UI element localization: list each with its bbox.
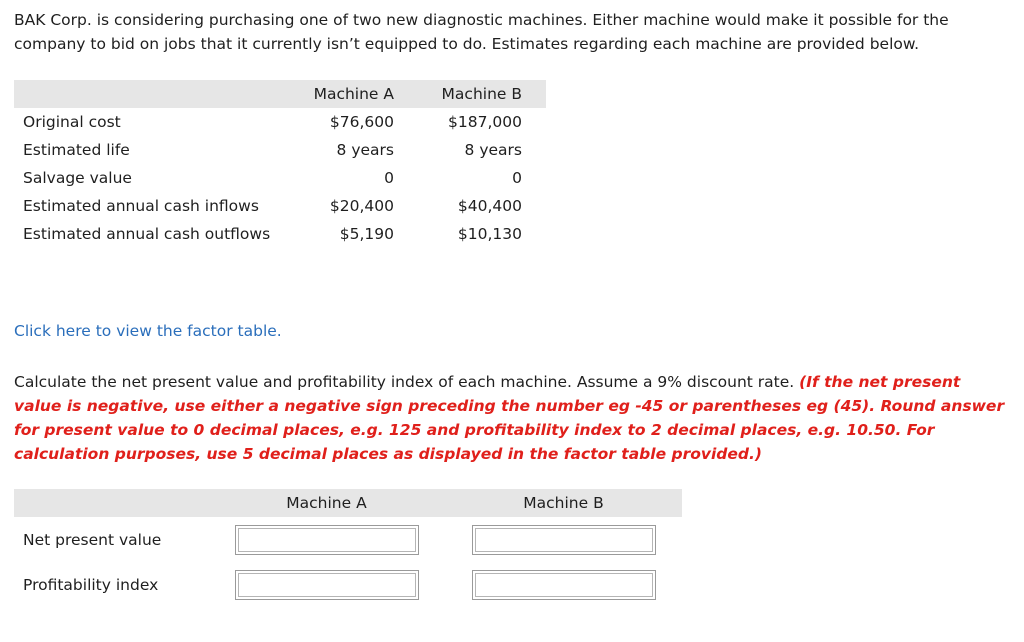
question-instruction: (If the net present value is negative, use either a negative sign preceding the number eg -45 or parentheses eg (45). Round answer for present value to 0 decimal places, e.g. 125 and profitability index to 2 decimal places, e.g. 10.50. For calculation purposes, use 5 decimal places as displayed in the factor table provided.) bbox=[14, 373, 1005, 463]
machine-a-value: $76,600 bbox=[329, 113, 394, 131]
header-empty bbox=[14, 80, 281, 108]
table-row bbox=[14, 164, 546, 192]
row-label: Original cost bbox=[23, 113, 121, 131]
header-machine-a: Machine A bbox=[281, 80, 398, 108]
header-machine-b: Machine B bbox=[404, 80, 546, 108]
npv-machine-a-input[interactable] bbox=[238, 528, 416, 552]
row-label: Estimated annual cash inflows bbox=[23, 197, 259, 215]
table-row bbox=[14, 136, 546, 164]
machine-a-value: $5,190 bbox=[339, 225, 394, 243]
factor-table-link[interactable]: Click here to view the factor table. bbox=[14, 322, 282, 340]
answer-row-pi bbox=[14, 563, 682, 607]
machine-a-value: 8 years bbox=[336, 141, 394, 159]
answer-table bbox=[14, 489, 682, 607]
question-text bbox=[14, 370, 1009, 466]
npv-machine-b-input[interactable] bbox=[475, 528, 653, 552]
answer-row-label: Profitability index bbox=[23, 576, 159, 594]
pi-machine-b-input[interactable] bbox=[475, 573, 653, 597]
machine-a-value: 0 bbox=[384, 169, 394, 187]
table-row bbox=[14, 108, 546, 136]
machine-a-value: $20,400 bbox=[329, 197, 394, 215]
row-label: Salvage value bbox=[23, 169, 132, 187]
answer-row-npv bbox=[14, 517, 682, 563]
problem-intro: BAK Corp. is considering purchasing one of two new diagnostic machines. Either machine would make it possible for the company to bid on jobs that it currently isn’t equipped to do. Estimates regarding each machine are provided below. bbox=[14, 11, 949, 53]
machine-b-value: $187,000 bbox=[448, 113, 522, 131]
table-row bbox=[14, 220, 546, 248]
answer-table-header bbox=[14, 489, 682, 517]
question-prompt: Calculate the net present value and profitability index of each machine. Assume a 9% discount rate. bbox=[14, 373, 795, 391]
machine-data-table bbox=[14, 80, 546, 248]
machine-b-value: 8 years bbox=[464, 141, 522, 159]
row-label: Estimated life bbox=[23, 141, 130, 159]
answer-header-machine-b: Machine B bbox=[445, 489, 682, 517]
machine-b-value: 0 bbox=[512, 169, 522, 187]
answer-header-machine-a: Machine A bbox=[208, 489, 445, 517]
table-row bbox=[14, 192, 546, 220]
answer-row-label: Net present value bbox=[23, 531, 162, 549]
data-table-header bbox=[14, 80, 546, 108]
row-label: Estimated annual cash outflows bbox=[23, 225, 271, 243]
pi-machine-a-input[interactable] bbox=[238, 573, 416, 597]
machine-b-value: $10,130 bbox=[457, 225, 522, 243]
machine-b-value: $40,400 bbox=[457, 197, 522, 215]
